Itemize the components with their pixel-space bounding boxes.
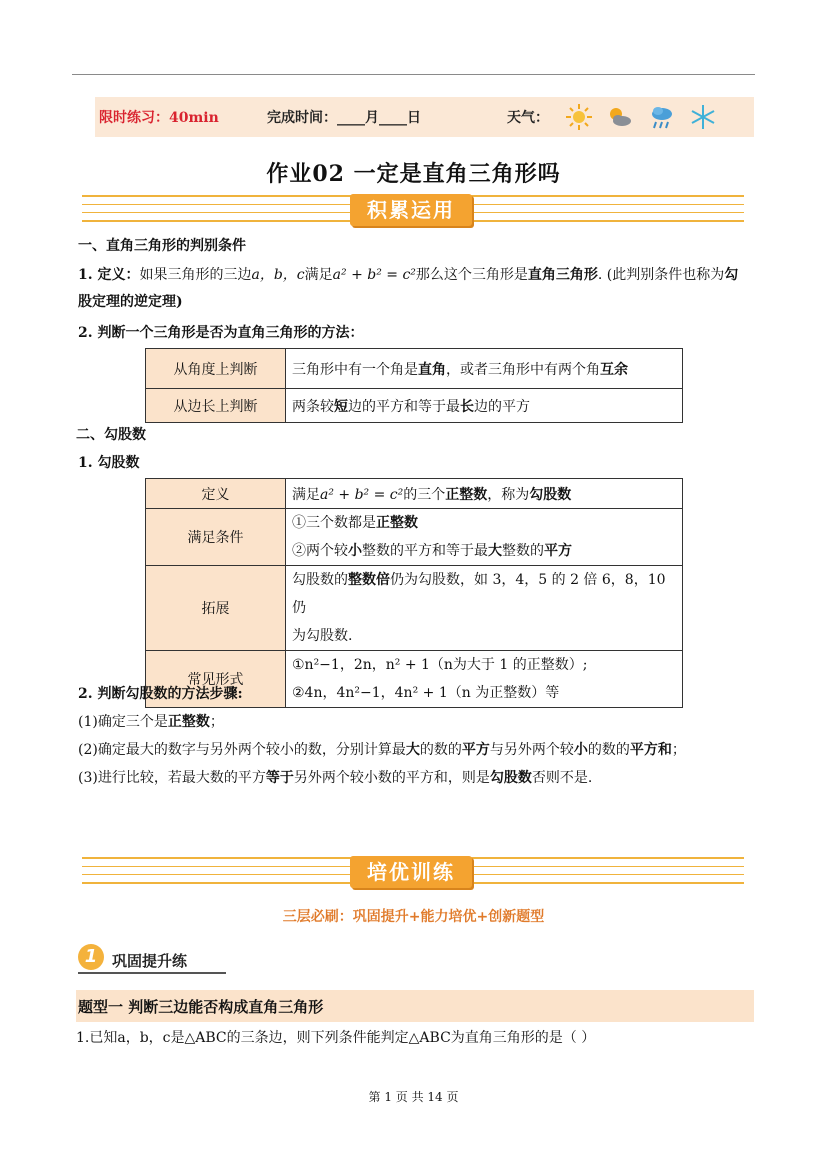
table-row — [146, 389, 683, 423]
table-key: 拓展 — [146, 566, 286, 651]
info-bar — [95, 97, 754, 137]
sub-heading-triples: 1. 勾股数 — [78, 455, 140, 471]
level-badge-number: 1 — [78, 944, 104, 970]
weather-label: 天气： — [507, 110, 549, 126]
table-value: 满足a² + b² = c²的三个正整数，称为勾股数 — [286, 479, 683, 509]
header-rule — [72, 74, 755, 75]
level-badge-underline — [78, 972, 226, 974]
judgement-table — [145, 348, 683, 423]
finish-time: 完成时间：____月____日 — [267, 110, 421, 126]
question-type-title: 题型一 判断三边能否构成直角三角形 — [78, 998, 324, 1016]
partly-cloudy-icon[interactable] — [605, 103, 633, 131]
table-value: 三角形中有一个角是直角，或者三角形中有两个角互余 — [286, 349, 683, 389]
table-value: ①n²−1，2n，n² + 1（n为大于 1 的正整数）; ②4n，4n²−1，4n² + 1（n 为正整数）等 — [286, 651, 683, 708]
level-badge-label: 巩固提升练 — [112, 952, 188, 970]
step-3: (3)进行比较，若最大数的平方等于另外两个较小数的平方和，则是勾股数否则不是. — [78, 770, 593, 786]
table-value: ①三个数都是正整数 ②两个较小整数的平方和等于最大整数的平方 — [286, 509, 683, 566]
table-key: 从边长上判断 — [146, 389, 286, 423]
rain-icon[interactable] — [648, 103, 676, 131]
step-2: (2)确定最大的数字与另外两个较小的数，分别计算最大的数的平方与另外两个较小的数的平方和； — [78, 742, 686, 758]
section-banner-accumulate: 积累运用 — [350, 194, 472, 226]
heading-right-triangle-criteria: 一、直角三角形的判别条件 — [78, 238, 246, 254]
steps-heading: 2. 判断勾股数的方法步骤: — [78, 686, 243, 702]
table-row — [146, 479, 683, 509]
definition-line-1: 1. 定义：如果三角形的三边a，b，c满足a² + b² = c²那么这个三角形是直角三角形. (此判别条件也称为勾 — [78, 267, 739, 283]
table-value: 勾股数的整数倍仍为勾股数，如 3，4，5 的 2 倍 6，8，10 仍 为勾股数. — [286, 566, 683, 651]
table-row — [146, 349, 683, 389]
heading-pythagorean-triples: 二、勾股数 — [76, 427, 146, 443]
method-heading: 2. 判断一个三角形是否为直角三角形的方法： — [78, 325, 364, 341]
section-subtitle: 三层必刷：巩固提升+能力培优+创新题型 — [282, 909, 545, 925]
snow-icon[interactable] — [689, 103, 717, 131]
sun-icon[interactable] — [565, 103, 593, 131]
triples-table — [145, 478, 683, 708]
section-banner-training: 培优训练 — [350, 856, 472, 888]
page-footer: 第 1 页 共 14 页 — [368, 1090, 459, 1104]
time-limit: 限时练习：40min — [99, 110, 219, 126]
table-value: 两条较短边的平方和等于最长边的平方 — [286, 389, 683, 423]
table-key: 定义 — [146, 479, 286, 509]
table-key: 从角度上判断 — [146, 349, 286, 389]
table-row — [146, 509, 683, 566]
question-1: 1.已知a，b，c是△ABC的三条边，则下列条件能判定△ABC为直角三角形的是（ ） — [76, 1030, 596, 1046]
page-title: 作业02 一定是直角三角形吗 — [266, 161, 561, 187]
definition-line-2: 股定理的逆定理) — [78, 294, 183, 310]
table-row — [146, 566, 683, 651]
table-key: 满足条件 — [146, 509, 286, 566]
step-1: (1)确定三个是正整数； — [78, 714, 224, 730]
table-key: 常见形式 — [146, 651, 286, 708]
question-type-bar — [76, 990, 754, 1022]
